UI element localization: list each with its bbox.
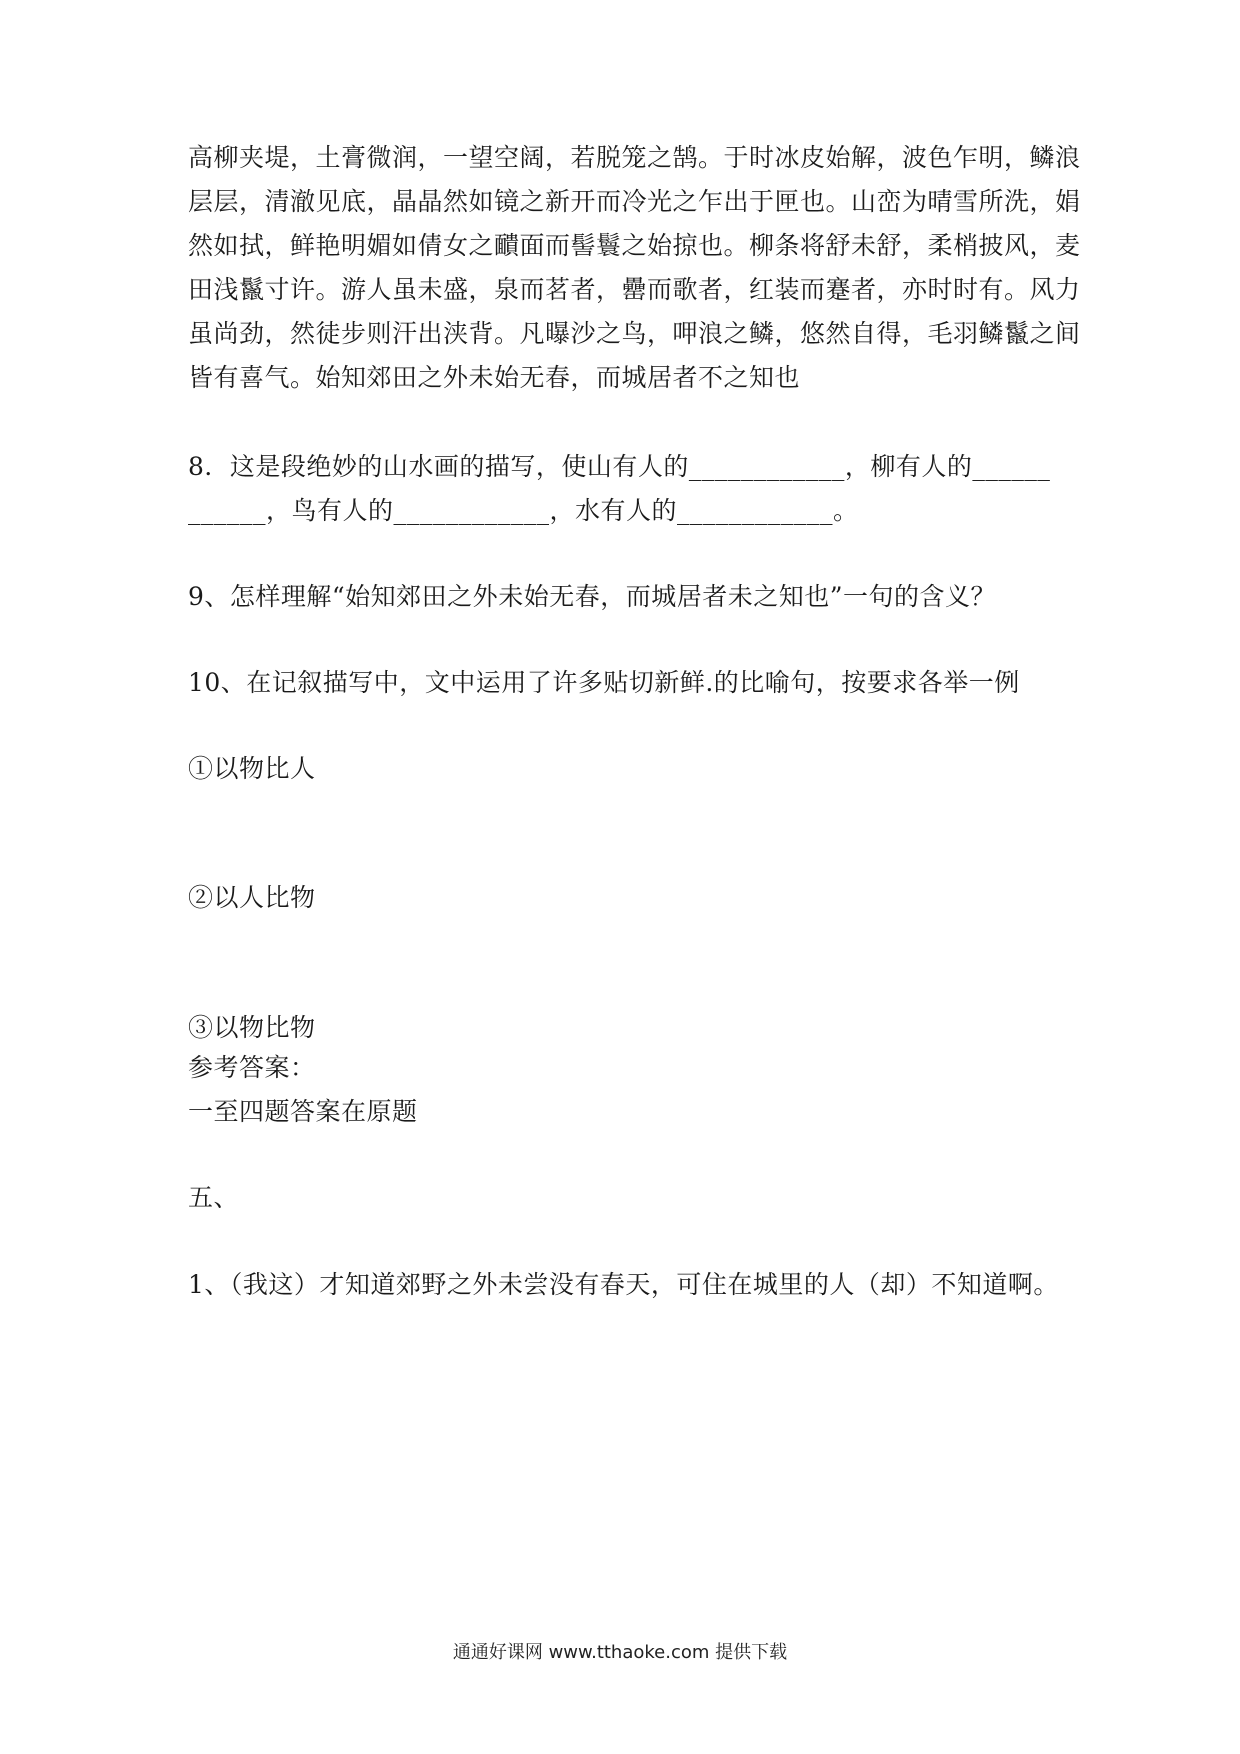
question-10: 10、在记叙描写中，文中运用了许多贴切新鲜.的比喻句，按要求各举一例 [188,668,1020,697]
question-10-item-2: ②以人比物 [188,883,316,912]
question-10-item-3: ③以物比物 [188,1013,316,1042]
page-footer: 通通好课网 www.tthaoke.com 提供下载 [452,1642,788,1663]
answers-section-5: 五、 [188,1183,240,1212]
answers-heading: 参考答案： [188,1053,316,1082]
answers-note: 一至四题答案在原题 [188,1097,418,1126]
passage-line-4: 田浅鬣寸许。游人虽未盛，泉而茗者，罍而歌者，红装而蹇者，亦时时有。风力 [188,275,1081,304]
passage-line-5: 虽尚劲，然徒步则汗出浃背。凡曝沙之鸟，呷浪之鳞，悠然自得，毛羽鳞鬣之间 [188,319,1081,348]
question-9: 9、怎样理解“始知郊田之外未始无春，而城居者未之知也”一句的含义？ [188,582,996,611]
passage-line-1: 高柳夹堤，土膏微润，一望空阔，若脱笼之鹄。于时冰皮始解，波色乍明，鳞浪 [188,143,1081,172]
passage-line-2: 层层，清澈见底，晶晶然如镜之新开而冷光之乍出于匣也。山峦为晴雪所洗，娟 [188,187,1081,216]
question-10-item-1: ①以物比人 [188,754,316,783]
question-8-line-1: 8．这是段绝妙的山水画的描写，使山有人的____________，柳有人的______ [188,452,1051,481]
passage-line-6: 皆有喜气。始知郊田之外未始无春，而城居者不之知也 [188,363,801,392]
passage-line-3: 然如拭，鲜艳明媚如倩女之靧面而髻鬟之始掠也。柳条将舒未舒，柔梢披风，麦 [188,231,1081,260]
answer-1: 1、（我这）才知道郊野之外未尝没有春天，可住在城里的人（却）不知道啊。 [188,1270,1059,1299]
question-8-line-2: ______，鸟有人的____________，水有人的____________。 [188,496,859,525]
